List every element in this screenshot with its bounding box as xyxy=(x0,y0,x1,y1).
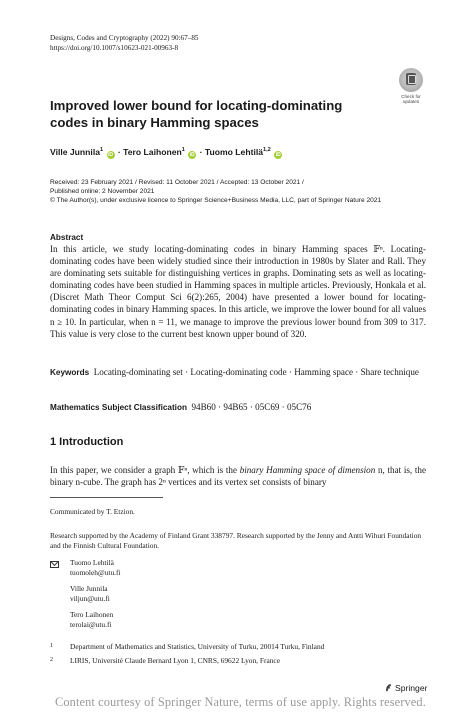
author-name[interactable]: Tero Laihonen xyxy=(123,147,182,157)
grant-note: Research supported by the Academy of Finland Grant 338797. Research supported by the Jenny and Antti Wihuri Foundation and the Finnish Cultural Foundation. xyxy=(50,531,422,550)
contact-name: Tero Laihonen xyxy=(70,610,114,619)
orcid-icon[interactable]: iD xyxy=(189,152,195,158)
contact-name: Ville Junnila xyxy=(70,584,108,593)
publication-dates xyxy=(50,178,381,205)
msc-text: 94B60 · 94B65 · 05C69 · 05C76 xyxy=(191,402,312,412)
abstract-text: In this article, we study locating-dominating codes in binary Hamming spaces 𝔽ⁿ. Locating-dominating codes have been widely studied since their introduction in 1980s by Slater and Rall. They are dominating sets suitable for distinguishing vertices in graphs. Dominating sets as well as locating-dominating codes have been studied in Hamming spaces in multiple articles. Previously, Honkala et al. (Discret Math Theor Comput Sci 6(2):265, 2004) have presented a lower bound for locating-dominating codes in binary Hamming spaces. In this article, we improve the lower bound for all values n ≥ 10. In particular, when n = 11, we manage to improve the previous lower bound from 309 to 317. This value is very close to the current best known upper bound of 320. xyxy=(50,244,426,339)
contact-email[interactable]: viljun@utu.fi xyxy=(70,593,110,603)
abstract-heading: Abstract xyxy=(50,233,84,242)
affiliation xyxy=(50,656,280,665)
paper-title: Improved lower bound for locating-dominating codes in binary Hamming spaces xyxy=(50,98,343,130)
author-affil-sup: 1 xyxy=(100,147,104,154)
author-affil-sup: 1 xyxy=(181,147,185,154)
keywords xyxy=(50,366,426,379)
doi-link[interactable]: https://doi.org/10.1007/s10623-021-00963-8 xyxy=(50,43,179,52)
journal-citation: Designs, Codes and Cryptography (2022) 90:67–85 xyxy=(50,34,199,42)
author-name[interactable]: Tuomo Lehtilä xyxy=(204,147,264,157)
copyright-line: © The Author(s), under exclusive licence to Springer Science+Business Media, LLC, part of Springer Nature 2021 xyxy=(50,197,382,204)
envelope-icon xyxy=(50,561,59,568)
intro-text: In this paper, we consider a graph 𝔽ⁿ, which is the xyxy=(50,465,240,475)
dates-line: Received: 23 February 2021 / Revised: 11 October 2021 / Accepted: 13 October 2021 / xyxy=(50,179,304,186)
author-list xyxy=(50,147,283,159)
dates-line: Published online: 2 November 2021 xyxy=(50,188,155,195)
orcid-icon[interactable]: iD xyxy=(275,152,281,158)
keywords-heading: Keywords xyxy=(50,368,90,377)
author-separator: · xyxy=(199,147,203,157)
msc-classification xyxy=(50,402,311,412)
author-affil-sup: 1,2 xyxy=(263,147,271,154)
badge-line1: Check for xyxy=(401,94,421,99)
affiliation-text: LIRIS, Université Claude Bernard Lyon 1, CNRS, 69622 Lyon, France xyxy=(70,656,280,665)
publisher-name: Springer xyxy=(395,683,428,693)
keywords-text: Locating-dominating set · Locating-dominating code · Hamming space · Share technique xyxy=(93,367,419,377)
intro-paragraph xyxy=(50,464,426,489)
check-updates-icon xyxy=(399,68,423,92)
intro-text: n, that is, the binary n-cube. The graph has 2ⁿ vertices and its vertex set consists of binary xyxy=(50,465,426,488)
check-for-updates-badge[interactable] xyxy=(393,68,429,106)
courtesy-notice: Content courtesy of Springer Nature, terms of use apply. Rights reserved. xyxy=(55,695,426,709)
section-title: 1 Introduction xyxy=(50,436,124,448)
affiliation xyxy=(50,642,324,651)
springer-horse-icon xyxy=(384,683,393,692)
msc-heading: Mathematics Subject Classification xyxy=(50,403,187,412)
orcid-icon[interactable]: iD xyxy=(108,152,114,158)
intro-emphasis: binary Hamming space of dimension xyxy=(239,465,376,475)
affiliation-number: 1 xyxy=(50,643,53,649)
contact-email[interactable]: tuomoleh@utu.fi xyxy=(70,567,121,577)
footnote-divider xyxy=(50,497,163,498)
contact-email[interactable]: terolai@utu.fi xyxy=(70,619,112,629)
publisher-mark xyxy=(384,683,427,693)
affiliation-text: Department of Mathematics and Statistics, University of Turku, 20014 Turku, Finland xyxy=(70,642,325,651)
author-separator: · xyxy=(117,147,121,157)
communicated-note: Communicated by T. Etzion. xyxy=(50,507,135,516)
affiliation-number: 2 xyxy=(50,657,53,663)
badge-line2: updates xyxy=(402,99,420,105)
journal-header xyxy=(50,34,199,53)
author-name[interactable]: Ville Junnila xyxy=(50,147,100,157)
contact-name: Tuomo Lehtilä xyxy=(70,558,114,567)
